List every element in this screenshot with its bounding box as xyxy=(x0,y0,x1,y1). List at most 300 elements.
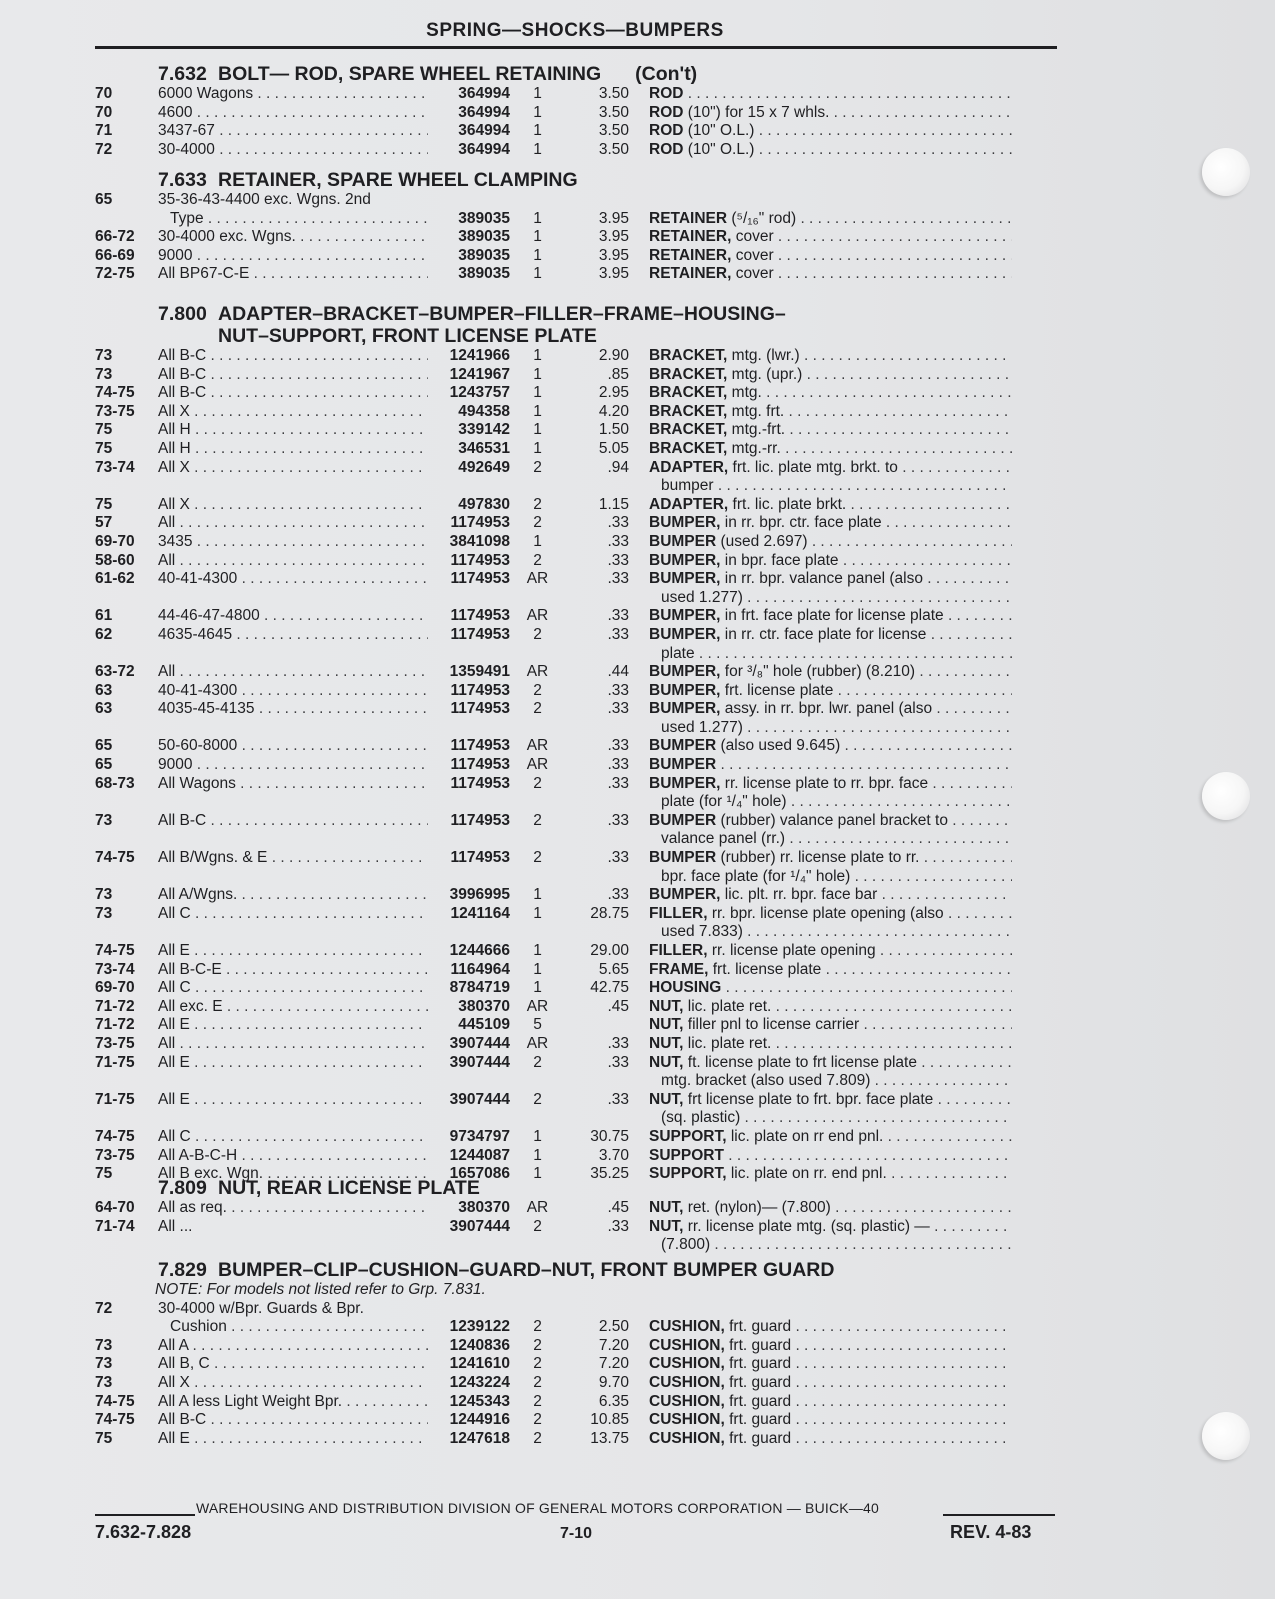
price xyxy=(565,830,629,849)
year-range: 73 xyxy=(95,1373,113,1391)
application-text: All ... xyxy=(158,1217,193,1235)
description-line xyxy=(649,459,1012,478)
application-cell xyxy=(158,979,428,998)
quantity: 2 xyxy=(533,811,542,829)
part-number: 364994 xyxy=(458,103,510,121)
description-line xyxy=(649,905,1012,924)
section-number: 7.829 xyxy=(158,1259,207,1281)
description-line xyxy=(649,104,1012,123)
quantity: AR xyxy=(526,737,549,755)
quantity: 2 xyxy=(533,625,542,643)
year-range xyxy=(95,1072,158,1091)
dot-leader xyxy=(190,1054,428,1071)
price: 10.85 xyxy=(590,1411,629,1429)
dot-leader xyxy=(206,384,428,401)
part-detail: lic. plate ret. xyxy=(683,997,772,1015)
quantity: AR xyxy=(526,570,549,588)
price: .33 xyxy=(607,849,629,867)
section-heading xyxy=(95,63,1057,85)
description-cell xyxy=(649,1430,1012,1449)
description-cell xyxy=(649,104,1012,123)
part-number xyxy=(428,1236,510,1255)
application-cell xyxy=(158,589,428,608)
description-cell xyxy=(649,905,1012,924)
dot-leader xyxy=(791,1411,1012,1428)
dot-leader xyxy=(754,122,1012,139)
application-cell xyxy=(158,998,428,1017)
application-cell xyxy=(158,85,428,104)
price: 2.50 xyxy=(598,1318,629,1336)
table-row xyxy=(95,942,1057,961)
year-range: 64-70 xyxy=(95,1199,135,1216)
description-line xyxy=(649,1337,1012,1356)
part-number: 3907444 xyxy=(449,1217,510,1235)
part-number: 445109 xyxy=(458,1016,510,1034)
quantity: 2 xyxy=(533,774,542,792)
part-detail: lic. plate ret. xyxy=(683,1034,772,1052)
part-number: 497830 xyxy=(458,495,510,513)
description-cell xyxy=(649,812,1012,831)
part-number: 1164964 xyxy=(450,960,510,978)
application-cell xyxy=(158,775,428,794)
quantity: 1 xyxy=(533,1165,542,1183)
dot-leader xyxy=(743,719,1012,736)
price: .33 xyxy=(607,551,629,569)
application-text: 30-4000 exc. Wgns. xyxy=(158,228,296,246)
application-text: All as req. xyxy=(158,1199,227,1216)
part-number: 1174953 xyxy=(450,607,510,625)
quantity: 1 xyxy=(533,246,542,264)
year-range: 73 xyxy=(95,1336,113,1354)
application-text: All B-C xyxy=(158,384,207,402)
part-name: ROD xyxy=(649,140,684,158)
quantity xyxy=(510,645,565,664)
application-cell xyxy=(158,626,428,645)
price xyxy=(565,191,629,210)
table-row xyxy=(95,1218,1057,1237)
dot-leader xyxy=(876,942,1012,959)
description-cell xyxy=(649,210,1012,229)
dot-leader xyxy=(829,104,1012,121)
part-number xyxy=(428,645,510,664)
dot-leader xyxy=(260,607,428,624)
dot-leader xyxy=(342,1393,428,1410)
price: .33 xyxy=(607,607,629,625)
dot-leader xyxy=(267,849,428,866)
table-row xyxy=(95,849,1057,868)
part-name: CUSHION, xyxy=(649,1411,725,1429)
quantity: 2 xyxy=(533,495,542,513)
application-cell xyxy=(158,1300,428,1319)
description-cell xyxy=(649,1393,1012,1412)
section-title: BOLT— ROD, SPARE WHEEL RETAINING xyxy=(218,63,602,85)
dot-leader xyxy=(883,1128,1012,1145)
year-range: 68-73 xyxy=(95,774,135,792)
dot-leader xyxy=(190,1091,428,1108)
dot-leader xyxy=(785,830,1012,847)
application-cell xyxy=(158,737,428,756)
section-title: NUT–SUPPORT, FRONT LICENSE PLATE xyxy=(218,325,597,347)
description-line xyxy=(649,719,1012,738)
application-cell xyxy=(158,104,428,123)
part-name: RETAINER, xyxy=(649,246,732,264)
part-detail: in rr. bpr. ctr. face plate xyxy=(720,514,882,532)
quantity: 1 xyxy=(533,942,542,959)
dot-leader xyxy=(253,85,428,102)
part-number: 494358 xyxy=(458,402,510,420)
dot-leader xyxy=(190,459,428,476)
year-range xyxy=(95,1236,158,1255)
description-line xyxy=(649,663,1012,682)
part-detail: plate (for ¹/₄" hole) xyxy=(661,793,787,811)
description-line xyxy=(649,141,1012,160)
dot-leader xyxy=(190,403,428,420)
part-detail: in bpr. face plate xyxy=(720,551,839,569)
part-number xyxy=(428,477,510,496)
part-detail: frt. lic. plate brkt. xyxy=(728,495,847,513)
quantity xyxy=(510,589,565,608)
application-cell xyxy=(158,1393,428,1412)
application-cell xyxy=(158,552,428,571)
description-cell xyxy=(649,1072,1012,1091)
application-cell xyxy=(158,1054,428,1073)
year-range: 73-75 xyxy=(95,402,135,420)
price: 1.50 xyxy=(598,421,629,439)
year-range xyxy=(95,589,158,608)
part-number xyxy=(428,1109,510,1128)
quantity: 1 xyxy=(533,960,542,978)
dot-leader xyxy=(831,1199,1012,1216)
description-line xyxy=(649,347,1012,366)
part-detail: frt license plate to frt. bpr. face plate xyxy=(683,1090,934,1108)
quantity: 2 xyxy=(533,514,542,532)
part-detail: plate xyxy=(661,644,695,662)
year-range: 74-75 xyxy=(95,1127,135,1145)
quantity: 1 xyxy=(533,365,542,383)
year-range: 75 xyxy=(95,495,113,513)
description-cell xyxy=(649,459,1012,478)
quantity: 2 xyxy=(533,1392,542,1410)
part-name: NUT, xyxy=(649,1053,684,1071)
dot-leader xyxy=(721,979,1012,996)
description-cell xyxy=(649,979,1012,998)
quantity xyxy=(510,1072,565,1091)
application-cell xyxy=(158,830,428,849)
table-row xyxy=(95,1374,1057,1393)
application-text: All E xyxy=(158,1429,190,1447)
dot-leader xyxy=(870,1072,1012,1089)
table-row xyxy=(95,210,1057,229)
application-text: All B-C xyxy=(158,811,207,829)
description-line xyxy=(649,923,1012,942)
application-text: All Wagons xyxy=(158,774,236,792)
quantity: 2 xyxy=(533,681,542,699)
description-cell xyxy=(649,421,1012,440)
table-row xyxy=(95,228,1057,247)
description-cell xyxy=(649,570,1012,589)
part-detail: lic. plt. rr. bpr. face bar xyxy=(720,886,878,904)
quantity: 2 xyxy=(533,1373,542,1391)
dot-leader xyxy=(791,1355,1012,1372)
quantity xyxy=(510,477,565,496)
part-name: CUSHION, xyxy=(649,1429,725,1447)
application-text: 4600 xyxy=(158,103,193,121)
application-text: 6000 Wagons xyxy=(158,85,254,102)
price: .33 xyxy=(607,681,629,699)
year-range: 70 xyxy=(95,103,113,121)
section-number: 7.632 xyxy=(158,63,207,85)
table-row xyxy=(95,737,1057,756)
application-cell xyxy=(158,1411,428,1430)
dot-leader xyxy=(743,923,1012,940)
table-row xyxy=(95,1072,1057,1091)
part-number: 8784719 xyxy=(449,979,510,997)
price: 28.75 xyxy=(590,904,629,922)
table-row xyxy=(95,459,1057,478)
table-row xyxy=(95,85,1057,104)
price xyxy=(565,1016,629,1035)
price xyxy=(565,1236,629,1255)
description-cell xyxy=(649,366,1012,385)
price: 3.50 xyxy=(598,140,629,158)
price: .45 xyxy=(607,1199,629,1216)
application-text: All A/Wgns. xyxy=(158,886,238,904)
application-text: All BP67-C-E xyxy=(158,265,250,283)
description-cell xyxy=(649,552,1012,571)
description-line xyxy=(649,228,1012,247)
quantity: 1 xyxy=(533,265,542,283)
table-row xyxy=(95,775,1057,794)
year-range: 66-72 xyxy=(95,228,135,246)
table-row xyxy=(95,1035,1057,1054)
table-row xyxy=(95,663,1057,682)
quantity xyxy=(510,793,565,812)
description-line xyxy=(649,1147,1012,1166)
quantity: AR xyxy=(526,1199,549,1216)
price: 13.75 xyxy=(590,1429,629,1447)
description-cell xyxy=(649,886,1012,905)
part-name: NUT, xyxy=(649,1199,684,1216)
table-row xyxy=(95,719,1057,738)
part-detail: (rubber) rr. license plate to rr. xyxy=(716,849,920,867)
application-cell xyxy=(158,141,428,160)
quantity: 2 xyxy=(533,1318,542,1336)
dot-leader xyxy=(791,1393,1012,1410)
dot-leader xyxy=(930,1218,1012,1235)
dot-leader xyxy=(192,247,428,264)
part-detail: cover xyxy=(731,246,774,264)
part-detail: mtg. frt. xyxy=(727,402,785,420)
part-detail: mtg. (lwr.) xyxy=(727,347,800,364)
quantity: AR xyxy=(526,997,549,1015)
part-name: BUMPER, xyxy=(649,886,721,904)
application-text: All A xyxy=(158,1336,189,1354)
dot-leader xyxy=(850,868,1012,885)
description-cell xyxy=(649,942,1012,961)
part-number: 1174953 xyxy=(450,625,510,643)
year-range: 74-75 xyxy=(95,384,135,402)
application-text: All X xyxy=(158,458,190,476)
table-row xyxy=(95,247,1057,266)
dot-leader xyxy=(919,849,1012,866)
dot-leader xyxy=(191,905,428,922)
quantity: AR xyxy=(526,756,549,774)
description-cell xyxy=(649,589,1012,608)
dot-leader xyxy=(710,1236,1012,1253)
year-range: 75 xyxy=(95,1429,113,1447)
part-name: ADAPTER, xyxy=(649,495,729,513)
year-range: 73 xyxy=(95,347,113,364)
description-cell xyxy=(649,1147,1012,1166)
part-name: NUT, xyxy=(649,1217,684,1235)
description-cell xyxy=(649,1109,1012,1128)
part-detail: (rubber) valance panel bracket to xyxy=(716,811,948,829)
application-text: All C xyxy=(158,1127,191,1145)
application-cell xyxy=(158,923,428,942)
description-cell xyxy=(649,191,1012,210)
table-row xyxy=(95,830,1057,849)
description-line xyxy=(649,626,1012,645)
part-name: CUSHION, xyxy=(649,1336,725,1354)
application-cell xyxy=(158,1199,428,1218)
description-line xyxy=(649,210,1012,229)
quantity: 1 xyxy=(533,384,542,402)
application-text: 30-4000 xyxy=(158,140,215,158)
year-range: 65 xyxy=(95,191,113,208)
dot-leader xyxy=(222,961,428,978)
table-row xyxy=(95,979,1057,998)
application-text: 4635-4645 xyxy=(158,625,233,643)
dot-leader xyxy=(255,700,428,717)
table-row xyxy=(95,1355,1057,1374)
year-range: 71-74 xyxy=(95,1217,135,1235)
part-name: NUT, xyxy=(649,1034,684,1052)
price: 3.95 xyxy=(598,246,629,264)
year-range: 75 xyxy=(95,1165,113,1183)
year-range: 71-72 xyxy=(95,1016,135,1034)
description-line xyxy=(649,1374,1012,1393)
part-name: BUMPER, xyxy=(649,774,721,792)
part-number xyxy=(428,868,510,887)
part-detail: mtg. (upr.) xyxy=(727,365,803,383)
quantity xyxy=(510,719,565,738)
price xyxy=(565,1300,629,1319)
dot-leader xyxy=(785,421,1012,438)
price: 9.70 xyxy=(598,1373,629,1391)
description-line xyxy=(649,1072,1012,1091)
dot-leader xyxy=(743,589,1012,606)
price: 35.25 xyxy=(590,1165,629,1183)
price: 1.15 xyxy=(598,495,629,513)
description-line xyxy=(649,830,1012,849)
section-heading xyxy=(95,303,1057,325)
description-cell xyxy=(649,1218,1012,1237)
part-detail: mtg. bracket (also used 7.809) xyxy=(661,1072,871,1090)
table-row xyxy=(95,812,1057,831)
description-line xyxy=(649,1411,1012,1430)
dot-leader xyxy=(840,737,1012,754)
part-detail: frt. guard xyxy=(724,1373,792,1391)
year-range: 73 xyxy=(95,1355,113,1373)
table-row xyxy=(95,122,1057,141)
part-number: 1244916 xyxy=(449,1411,510,1429)
description-cell xyxy=(649,85,1012,104)
part-detail: mtg. xyxy=(727,384,762,402)
table-row xyxy=(95,607,1057,626)
price: .33 xyxy=(607,811,629,829)
description-cell xyxy=(649,1035,1012,1054)
part-number: 1241164 xyxy=(450,904,510,922)
description-line xyxy=(649,607,1012,626)
part-detail: lic. plate on rr. end pnl. xyxy=(726,1165,887,1183)
price: .33 xyxy=(607,514,629,532)
dot-leader xyxy=(944,905,1012,922)
quantity xyxy=(510,923,565,942)
year-range: 72 xyxy=(95,140,113,158)
application-cell xyxy=(158,347,428,366)
part-number xyxy=(428,923,510,942)
application-text: All H xyxy=(158,421,191,439)
table-row xyxy=(95,923,1057,942)
dot-leader xyxy=(762,384,1012,401)
dot-leader xyxy=(791,1374,1012,1391)
quantity: 1 xyxy=(533,140,542,158)
dot-leader xyxy=(774,228,1012,245)
part-number xyxy=(428,719,510,738)
description-line xyxy=(649,247,1012,266)
dot-leader xyxy=(296,228,428,245)
description-line xyxy=(649,1393,1012,1412)
description-cell xyxy=(649,756,1012,775)
application-text: 35-36-43-4400 exc. Wgns. 2nd xyxy=(158,191,371,208)
part-number: 1657086 xyxy=(449,1165,510,1183)
price: .33 xyxy=(607,756,629,774)
year-range: 74-75 xyxy=(95,849,135,867)
application-text: All xyxy=(158,514,176,532)
application-text: All A less Light Weight Bpr. xyxy=(158,1392,343,1410)
quantity: 1 xyxy=(533,439,542,457)
part-detail: frt. lic. plate mtg. brkt. to xyxy=(728,458,898,476)
dot-leader xyxy=(882,514,1012,531)
application-text: 4035-45-4135 xyxy=(158,700,255,718)
quantity: 1 xyxy=(533,886,542,904)
binder-hole xyxy=(1202,1412,1250,1460)
dot-leader xyxy=(695,645,1012,662)
part-detail: ret. (nylon)— (7.800) xyxy=(683,1199,831,1216)
year-range: 73-75 xyxy=(95,1034,135,1052)
catalog-section xyxy=(95,1177,1057,1255)
year-range xyxy=(95,1318,158,1337)
part-name: ROD xyxy=(649,85,684,102)
dot-leader xyxy=(190,1016,428,1033)
dot-leader xyxy=(237,682,428,699)
continued-label: (Con't) xyxy=(635,63,698,85)
application-text: All H xyxy=(158,439,191,457)
part-name: BUMPER xyxy=(649,849,717,867)
application-cell xyxy=(158,1430,428,1449)
part-number: 1174953 xyxy=(450,849,510,867)
price: 3.50 xyxy=(598,122,629,140)
dot-leader xyxy=(800,347,1012,364)
quantity: AR xyxy=(526,663,549,681)
description-cell xyxy=(649,663,1012,682)
part-number: 1174953 xyxy=(450,681,510,699)
price xyxy=(565,477,629,496)
quantity xyxy=(510,868,565,887)
price: 2.90 xyxy=(598,347,629,364)
table-row xyxy=(95,626,1057,645)
dot-leader xyxy=(206,812,428,829)
